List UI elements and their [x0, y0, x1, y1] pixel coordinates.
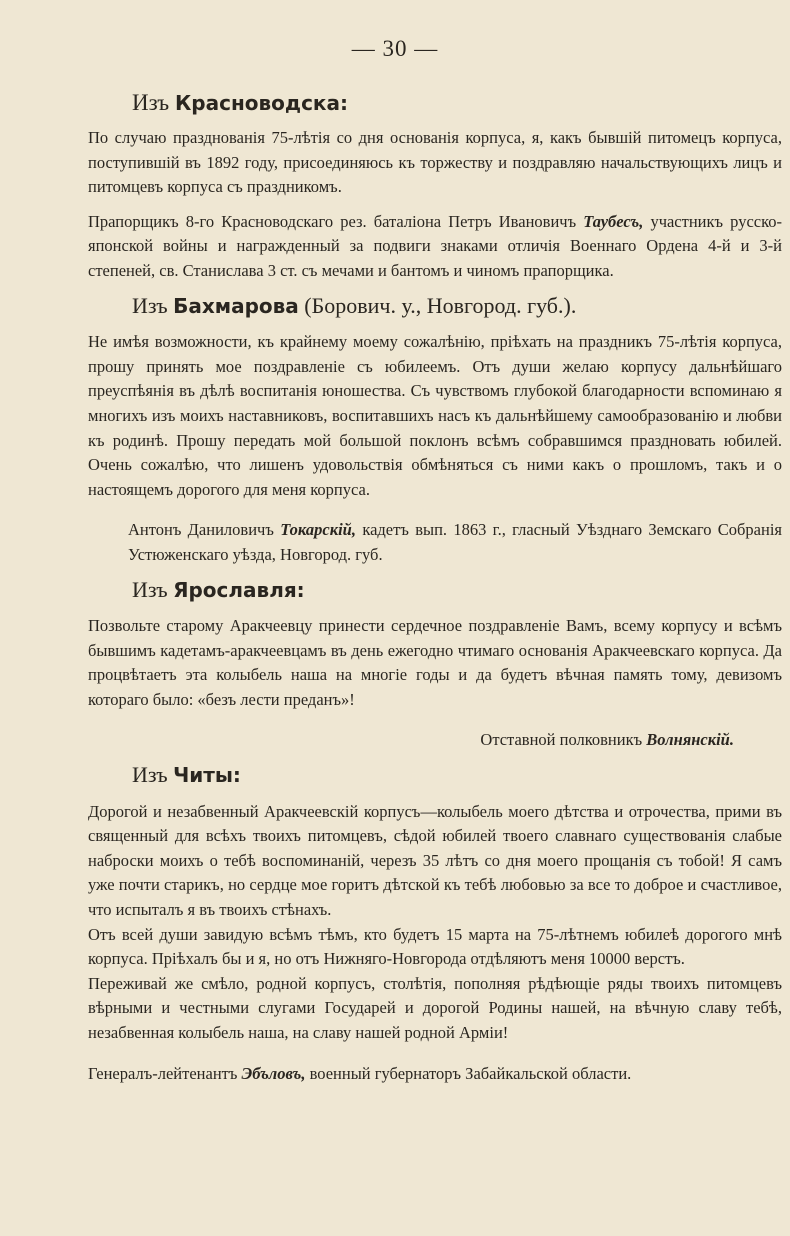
section-heading — [132, 294, 782, 319]
heading-prefix: Изъ — [132, 292, 168, 318]
signature — [88, 1062, 782, 1087]
heading-prefix: Изъ — [132, 762, 168, 788]
paragraph: Не имѣя возможности, къ крайнему моему сожалѣнію, пріѣхать на праздникъ 75-лѣтія корпуса, прошу принять мое поздравленіе съ юбилеемъ. Отъ души желаю корпусу дальнѣйшаго преуспѣянія въ дѣлѣ воспитанія юношества. Съ чувствомъ глубокой благодарности вспоминаю я многихъ изъ моихъ наставниковъ, воспитавшихъ насъ къ дальнѣйшему самообразованію и любви къ родинѣ. Прошу передать мой большой поклонъ всѣмъ собравшимся праздновать юбилей. Очень сожалѣю, что лишенъ удовольствія обмѣняться съ ними какъ о прошломъ, такъ и о настоящемъ дорогого для меня корпуса. — [88, 332, 782, 499]
heading-place: Бахмарова — [173, 293, 299, 318]
heading-suffix: (Борович. у., Новгород. губ.). — [304, 292, 577, 318]
signature-name: Токарскій, — [280, 520, 356, 540]
section-heading — [132, 578, 782, 603]
signature-before: Антонъ Даниловичъ — [128, 520, 274, 540]
signature-after: кадетъ вып. 1863 г., гласный Уѣзднаго Земскаго Собранія Устюженскаго уѣзда, Новгород. губ. — [128, 520, 783, 564]
paragraph: Позвольте старому Аракчеевцу принести сердечное поздравленіе Вамъ, всему корпусу и всѣмъ бывшимъ кадетамъ-аракчеевцамъ въ день ежегодно чтимаго основанія Аракчеевскаго корпуса. Да процвѣтаетъ эта колыбель наша на многіе годы и да будетъ вѣчная память тому, девизомъ котораго было: «безъ лести преданъ»! — [88, 616, 782, 709]
signature-before: Генералъ-лейтенантъ — [88, 1063, 238, 1083]
signature — [88, 728, 782, 753]
signature-after: участникъ русско-японской войны и награжденный за подвиги знаками отличія Военнаго Ордена 4-й и 3-й степеней, св. Станислава 3 ст. съ мечами и бантомъ и чиномъ прапорщика. — [88, 211, 783, 280]
signature — [88, 210, 782, 284]
section-heading — [132, 763, 782, 788]
signature — [88, 518, 782, 567]
paragraph: Отъ всей души завидую всѣмъ тѣмъ, кто будетъ 15 марта на 75-лѣтнемъ юбилеѣ дорогого мнѣ корпуса. Пріѣхалъ бы и я, но отъ Нижняго-Новгорода отдѣляютъ меня 10000 верстъ. — [88, 924, 782, 969]
heading-place: Читы: — [173, 763, 241, 788]
signature-before: Отставной полковникъ — [480, 730, 643, 750]
signature-after: военный губернаторъ Забайкальской области. — [309, 1063, 632, 1083]
document-body — [88, 88, 782, 1086]
heading-prefix: Изъ — [132, 576, 168, 602]
paragraph: Дорогой и незабвенный Аракчеевскій корпусъ—колыбель моего дѣтства и отрочества, прими въ священный для всѣхъ твоихъ питомцевъ, сѣдой юбилей твоего славнаго существованія слабые наброски моихъ о тебѣ воспоминаній, черезъ 35 лѣтъ со дня моего прощанія съ тобой! Я самъ уже почти старикъ, но сердце мое горитъ дѣтской къ тебѣ любовью за все то доброе и счастливое, что испыталъ я въ твоихъ стѣнахъ. — [88, 801, 782, 920]
paragraph: Переживай же смѣло, родной корпусъ, столѣтія, пополняя рѣдѣющіе ряды твоихъ питомцевъ вѣрными и честными слугами Государей и дорогой Родины нашей, на вѣчную славу тебѣ, незабвенная колыбель наша, на славу нашей родной Арміи! — [88, 973, 782, 1042]
signature-name: Таубесъ, — [583, 211, 644, 231]
paragraph: По случаю празднованія 75-лѣтія со дня основанія корпуса, я, какъ бывшій питомецъ корпуса, поступившій въ 1892 году, присоединяюсь къ торжеству и поздравляю начальствующихъ лицъ и питомцевъ корпуса съ праздникомъ. — [88, 128, 782, 197]
heading-prefix: Изъ — [132, 90, 170, 115]
signature-name: Эбъловъ, — [241, 1063, 306, 1083]
section-heading — [132, 88, 782, 118]
page-number: — 30 — — [351, 36, 439, 61]
signature-name: Волнянскій. — [646, 730, 734, 750]
heading-place: Красноводска: — [174, 91, 348, 115]
signature-before: Прапорщикъ 8-го Красноводскаго рез. баталіона Петръ Ивановичъ — [88, 211, 577, 231]
heading-place: Ярославля: — [173, 577, 305, 602]
